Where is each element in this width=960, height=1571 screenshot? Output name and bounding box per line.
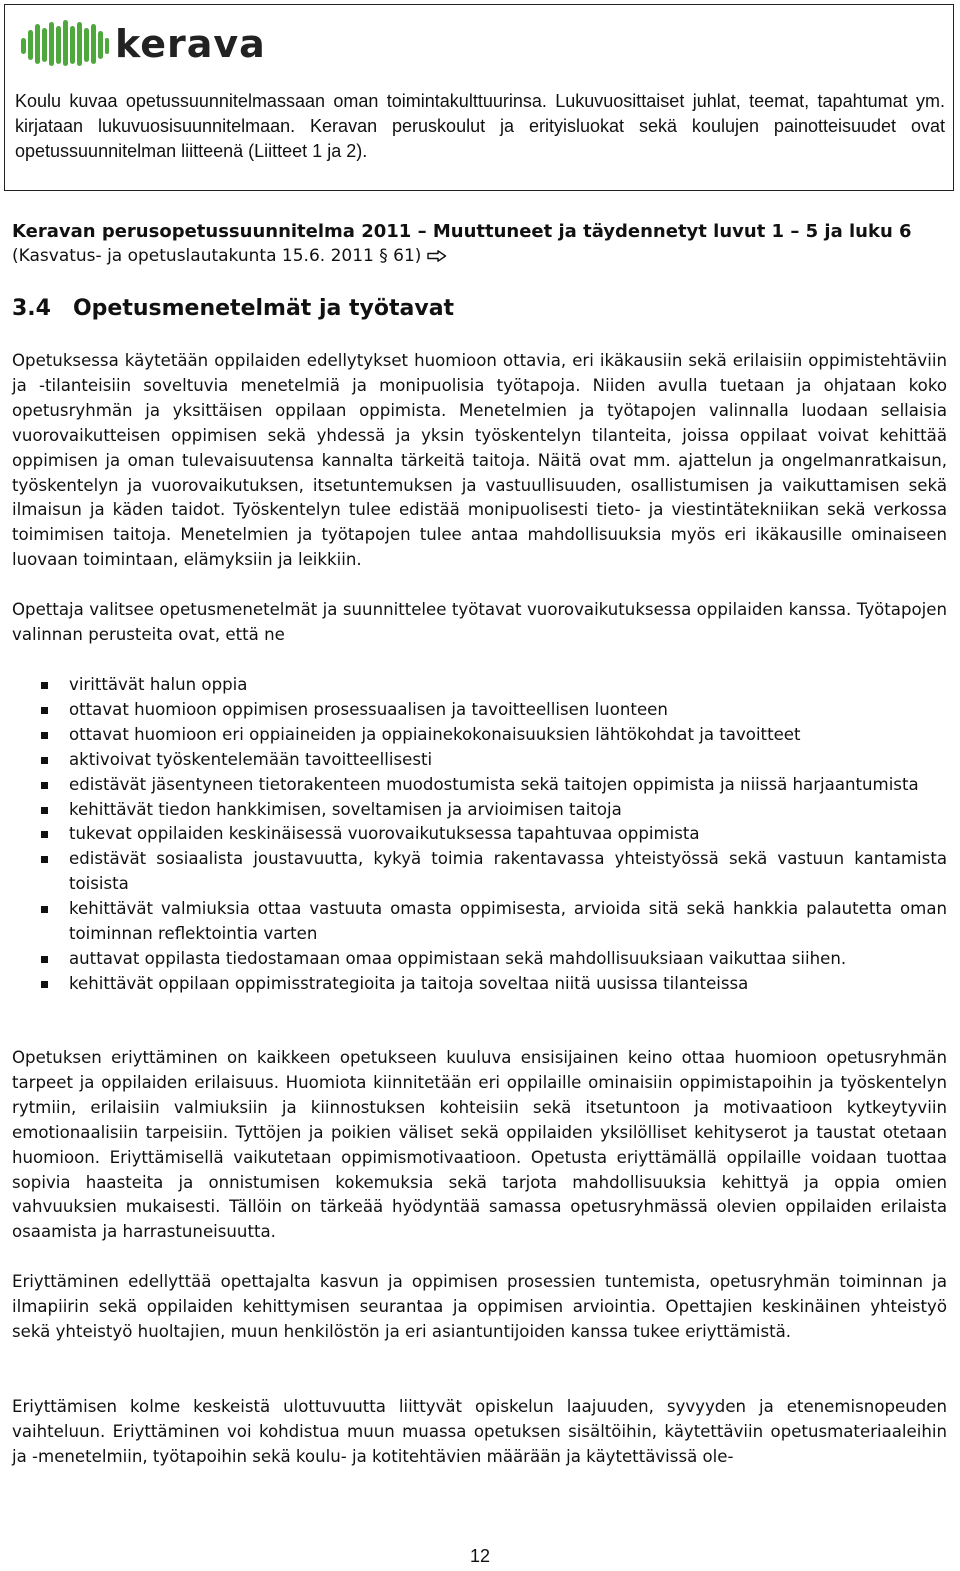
list-item: auttavat oppilasta tiedostamaan omaa oppimistaan sekä mahdollisuuksiaan vaikuttaa siihen. — [12, 947, 947, 972]
paragraph-5: Eriyttämisen kolme keskeistä ulottuvuutta liittyvät opiskelun laajuuden, syvyyden ja etenemisnopeuden vaihteluun. Eriyttäminen voi kohdistua muun muassa opetuksen sisältöihin, käytettäviin opetusmateriaaleihin ja -menetelmiin, työtapoihin sekä koulu- ja kotitehtävien määrään ja käytettävissä ole- — [12, 1397, 947, 1466]
section-number: 3.4 — [12, 296, 51, 321]
document-subtitle — [12, 244, 942, 269]
list-item: virittävät halun oppia — [12, 673, 947, 698]
arrow-right-outline-icon — [427, 250, 447, 262]
list-item: kehittävät oppilaan oppimisstrategioita ja taitoja soveltaa niitä uusissa tilanteissa — [12, 972, 947, 997]
paragraph-4: Eriyttäminen edellyttää opettajalta kasvun ja oppimisen prosessien tuntemista, opetusryhmän toiminnan ja ilmapiirin sekä oppilaiden kehittymisen seurantaa ja oppimisen arviointia. Opettajien keskinäinen yhteistyö sekä yhteistyö huoltajien, muun henkilöstön ja eri asiantuntijoiden kanssa tukee eriyttämistä. — [12, 1272, 947, 1341]
page-number: 12 — [469, 1546, 491, 1566]
document-title: Keravan perusopetussuunnitelma 2011 – Muuttuneet ja täydennetyt luvut 1 – 5 ja luku 6 — [12, 221, 912, 242]
bullet-square-icon — [41, 807, 48, 814]
list-item: edistävät sosiaalista joustavuutta, kykyä toimia rakentavassa yhteistyössä sekä vastuun kantamista toisista — [12, 847, 947, 897]
bullet-square-icon — [41, 831, 48, 838]
list-item: tukevat oppilaiden keskinäisessä vuorovaikutuksessa tapahtuvaa oppimista — [12, 822, 947, 847]
paragraph-1: Opetuksessa käytetään oppilaiden edellytykset huomioon ottavia, eri ikäkausiin sekä erilaisiin oppimistehtäviin ja -tilanteisiin soveltuvia menetelmiä ja monipuolisia työtapoja. Niiden avulla tuetaan ja ohjataan koko opetusryhmän ja yksittäisen oppilaan oppimista. Menetelmien ja työtapojen valinnalla luodaan sellaisia vuorovaikutteisen oppimisen sekä yhdessä ja yksin työskentelyn tilanteita, joissa oppilaat voivat kehittää oppimisen ja oman tulevaisuutensa kannalta tärkeitä taitoja. Näitä ovat mm. ajattelun ja ongelmanratkaisun, työskentelyn ja vuorovaikutuksen, itsetuntemuksen ja vastuullisuuden, osallistumisen ja vaikuttamisen sekä ilmaisun ja käden taidot. Työskentelyn tulee edistää monipuolisesti tieto- ja viestintätekniikan sekä verkossa toimimisen taitoja. Menetelmien ja työtapojen tulee antaa mahdollisuuksia myös eri ikäkausille ominaiseen luovaan toimintaan, elämyksiin ja leikkiin. — [12, 351, 947, 570]
section-heading — [12, 294, 454, 324]
bullet-square-icon — [41, 757, 48, 764]
bullet-square-icon — [41, 682, 48, 689]
kerava-wave-logo-icon — [19, 18, 111, 68]
bullet-square-icon — [41, 856, 48, 863]
list-item: ottavat huomioon eri oppiaineiden ja oppiainekokonaisuuksien lähtökohdat ja tavoitteet — [12, 723, 947, 748]
list-item: aktivoivat työskentelemään tavoitteellisesti — [12, 748, 947, 773]
document-subtitle-text: (Kasvatus- ja opetuslautakunta 15.6. 2011 § 61) — [12, 246, 422, 266]
bullet-square-icon — [41, 956, 48, 963]
intro-paragraph: Koulu kuvaa opetussuunnitelmassaan oman toimintakulttuurinsa. Lukuvuosittaiset juhlat, teemat, tapahtumat ym. kirjataan lukuvuosisuunnitelmaan. Keravan peruskoulut ja erityisluokat sekä koulujen painotteisuudet ovat opetussuunnitelman liitteenä (Liitteet 1 ja 2). — [15, 91, 945, 161]
bullet-square-icon — [41, 707, 48, 714]
section-title: Opetusmenetelmät ja työtavat — [72, 296, 455, 321]
kerava-logo — [19, 15, 266, 71]
paragraph-2: Opettaja valitsee opetusmenetelmät ja suunnittelee työtavat vuorovaikutuksessa oppilaiden kanssa. Työtapojen valinnan perusteita ovat, että ne — [12, 600, 947, 644]
bullet-square-icon — [41, 981, 48, 988]
list-item: edistävät jäsentyneen tietorakenteen muodostumista sekä taitojen oppimista ja niissä harjaantumista — [12, 773, 947, 798]
list-item: ottavat huomioon oppimisen prosessuaalisen ja tavoitteellisen luonteen — [12, 698, 947, 723]
bullet-list — [12, 673, 947, 997]
logo-wordmark: kerava — [115, 22, 266, 66]
header-box — [4, 4, 954, 191]
paragraph-3: Opetuksen eriyttäminen on kaikkeen opetukseen kuuluva ensisijainen keino ottaa huomioon opetusryhmän tarpeet ja oppilaiden erilaisuus. Huomiota kiinnitetään eri oppilaille ominaisiin oppimistapoihin ja työskentelyn rytmiin, erilaisiin valmiuksiin ja kiinnostuksen kohteisiin sekä itsetuntoon ja motivaatioon kytkeytyviin emotionaalisiin tarpeisiin. Tyttöjen ja poikien väliset sekä oppilaiden yksilölliset kehityserot ja taustat otetaan huomioon. Eriyttämisellä vaikutetaan oppimismotivaatioon. Opetusta eriyttämällä oppilaille voidaan tuottaa sopivia haasteita ja onnistumisen kokemuksia sekä tarjota mahdollisuuksia kehittyä ja oppia omien vahvuuksien mukaisesti. Tällöin on tärkeää hyödyntää samassa opetusryhmässä olevien oppilaiden erilaista osaamista ja harrastuneisuutta. — [12, 1048, 947, 1242]
bullet-square-icon — [41, 732, 48, 739]
list-item: kehittävät valmiuksia ottaa vastuuta omasta oppimisesta, arvioida sitä sekä hankkia palautetta oman toiminnan reflektointia varten — [12, 897, 947, 947]
list-item: kehittävät tiedon hankkimisen, soveltamisen ja arvioimisen taitoja — [12, 798, 947, 823]
bullet-square-icon — [41, 782, 48, 789]
bullet-square-icon — [41, 906, 48, 913]
